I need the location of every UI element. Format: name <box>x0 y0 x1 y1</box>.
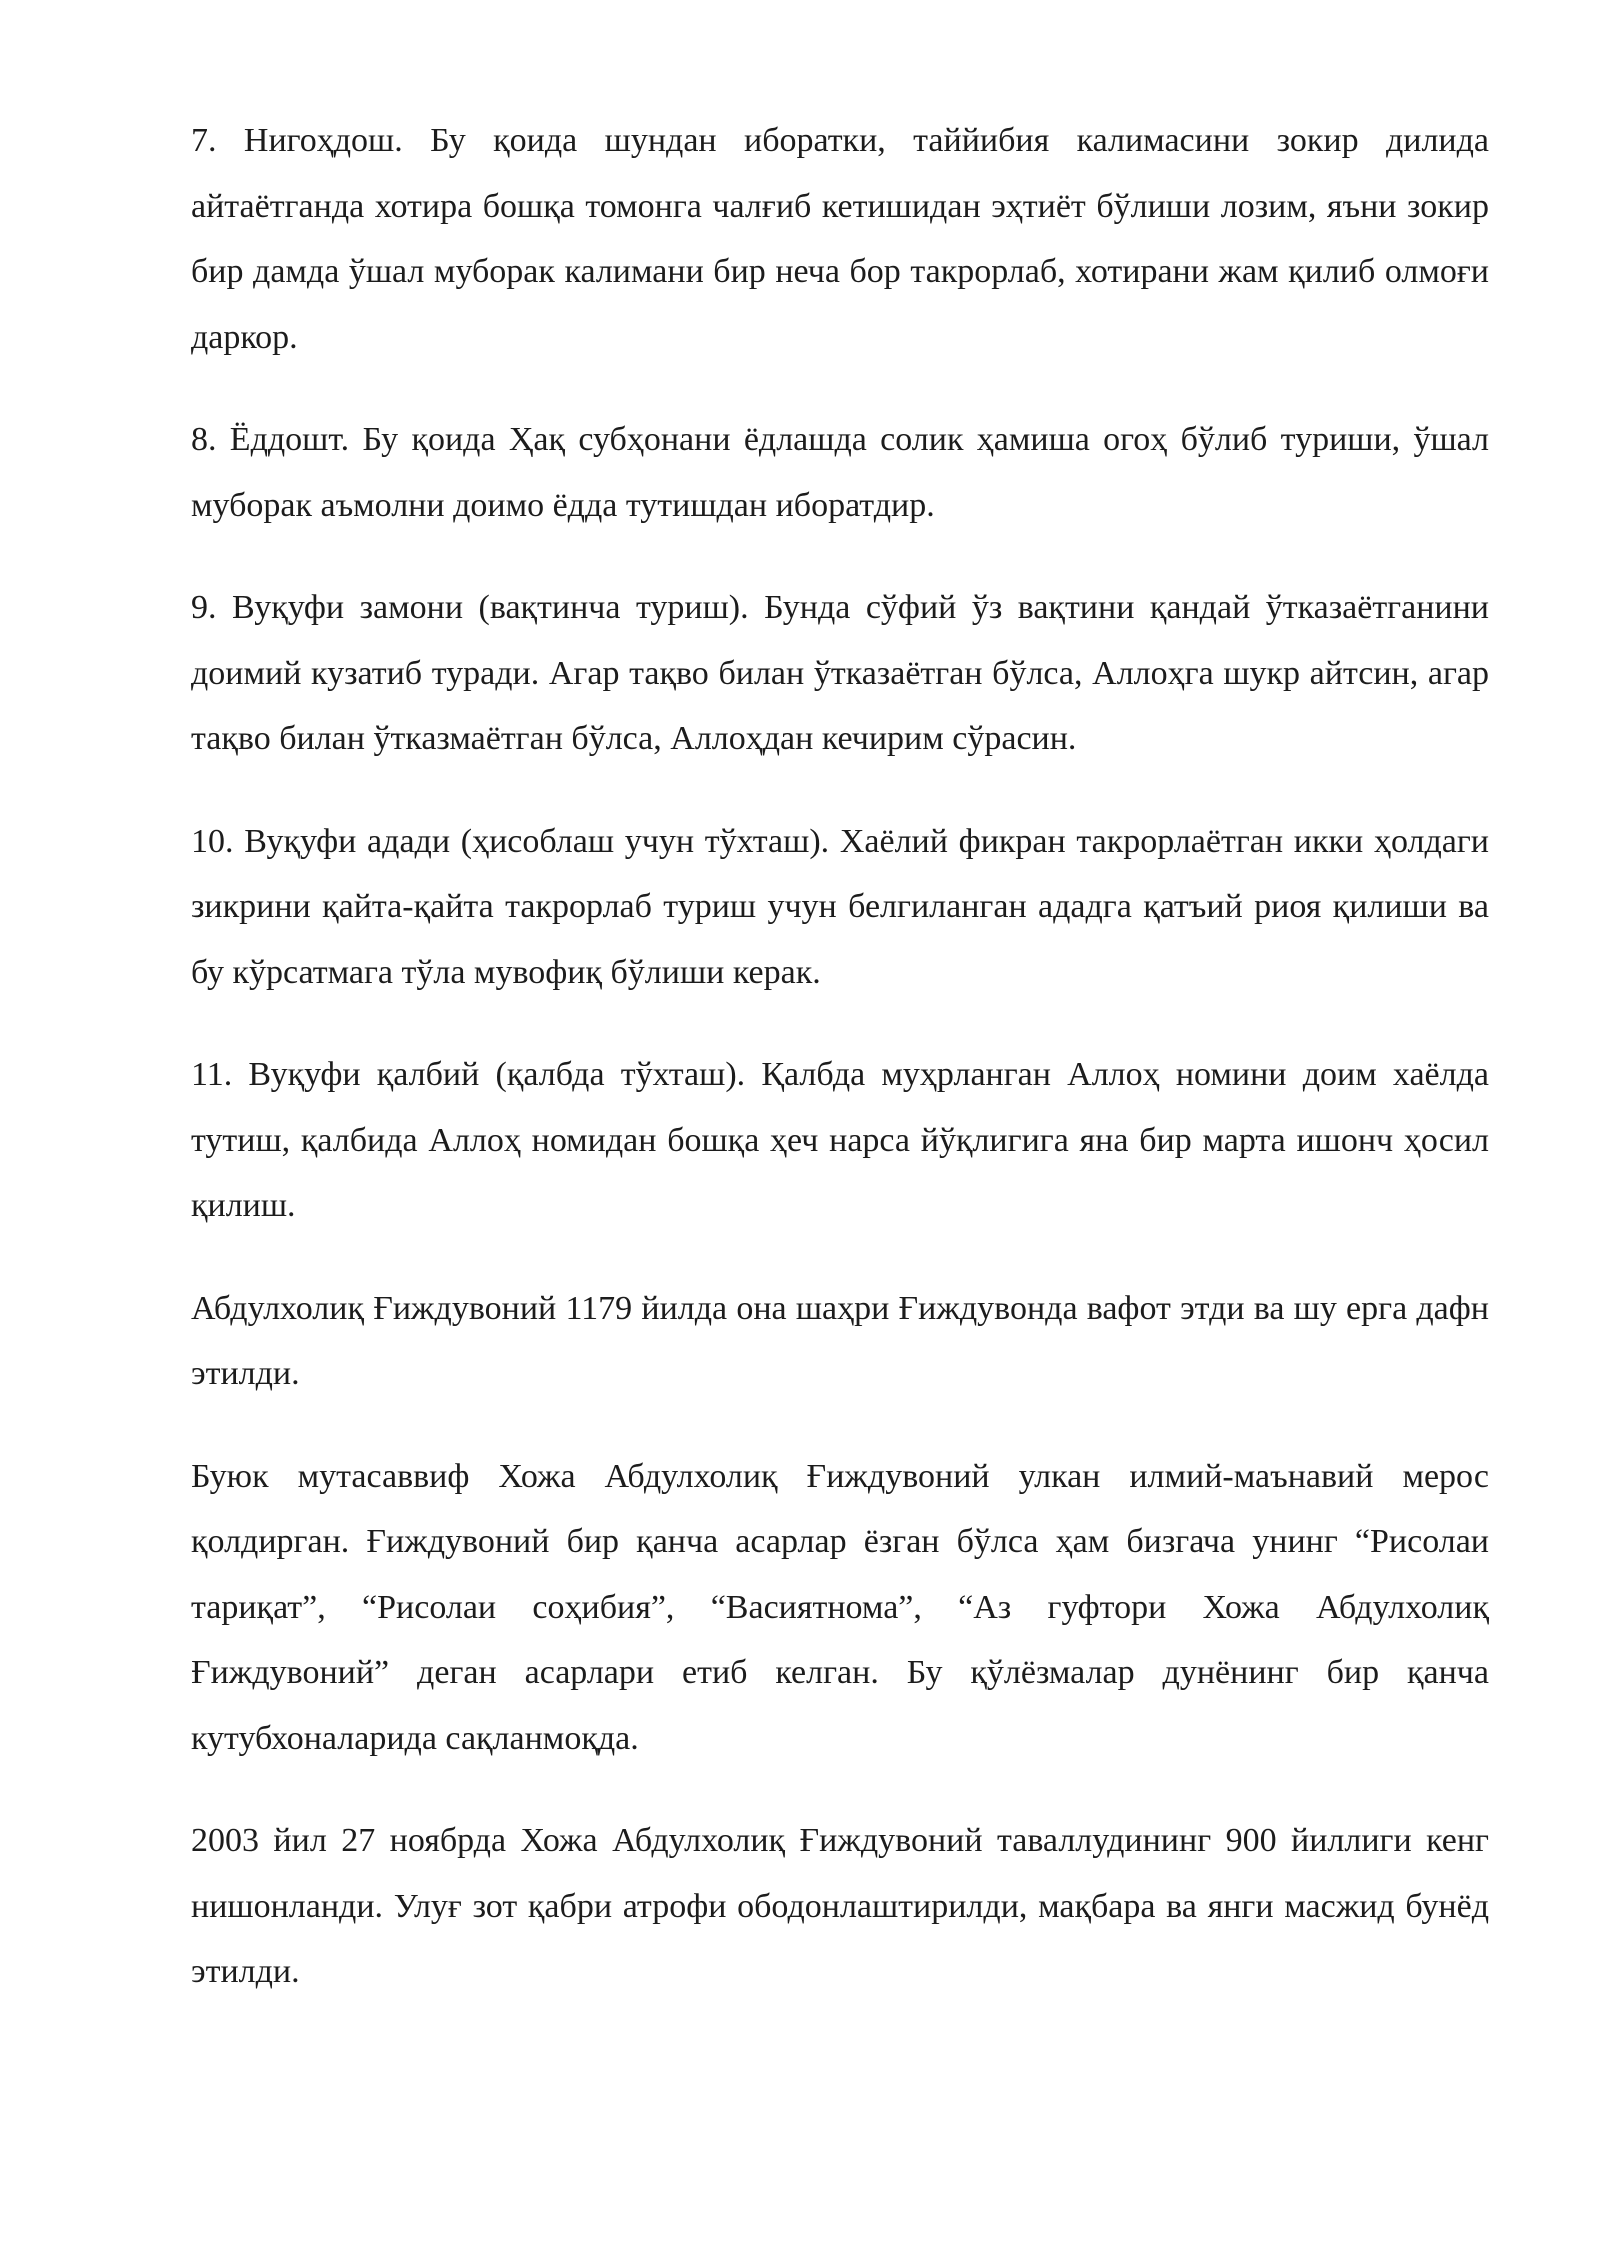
paragraph-rule-10-vuqufi-adadi: 10. Вуқуфи адади (ҳисоблаш учун тўхташ). Хаёлий фикран такрорлаётган икки ҳолдаги зикрини қайта-қайта такрорлаб туриш учун белгиланган ададга қатъий риоя қилиши ва бу кўрсатмага тўла мувофиқ бўлиши керак. <box>191 822 1489 991</box>
paragraph-rule-8-yoddosht: 8. Ёддошт. Бу қоида Ҳақ субҳонани ёдлашда солик ҳамиша огоҳ бўлиб туриши, ўшал муборак аъмолни доимо ёдда тутишдан иборатдир. <box>191 421 1489 524</box>
paragraph-anniversary: 2003 йил 27 ноябрда Хожа Абдулхолиқ Ғиждувоний таваллудининг 900 йиллиги кенг нишонланди. Улуғ зот қабри атрофи ободонлаштирилди, мақбара ва янги масжид бунёд этилди. <box>191 1822 1489 1990</box>
document-body <box>191 108 1489 2042</box>
paragraph-rule-9-vuqufi-zamoni: 9. Вуқуфи замони (вақтинча туриш). Бунда сўфий ўз вақтини қандай ўтказаётганини доимий кузатиб туради. Агар тақво билан ўтказаётган бўлса, Аллоҳга шукр айтсин, агар тақво билан ўтказмаётган бўлса, Аллоҳдан кечирим сўрасин. <box>191 589 1489 757</box>
paragraph-rule-11-vuqufi-qalbiy: 11. Вуқуфи қалбий (қалбда тўхташ). Қалбда муҳрланган Аллоҳ номини доим хаёлда тутиш, қалбида Аллоҳ номидан бошқа ҳеч нарса йўқлигига яна бир марта ишонч ҳосил қилиш. <box>191 1056 1489 1224</box>
paragraph-legacy: Буюк мутасаввиф Хожа Абдулхолиқ Ғиждувоний улкан илмий-маънавий мерос қолдирган. Ғиждувоний бир қанча асарлар ёзган бўлса ҳам бизгача унинг “Рисолаи тариқат”, “Рисолаи соҳибия”, “Васиятнома”, “Аз гуфтори Хожа Абдулхолиқ Ғиждувоний” деган асарлари етиб келган. Бу қўлёзмалар дунёнинг бир қанча кутубхоналарида сақланмоқда. <box>191 1457 1489 1757</box>
paragraph-death: Абдулхолиқ Ғиждувоний 1179 йилда она шаҳри Ғиждувонда вафот этди ва шу ерга дафн этилди. <box>191 1289 1489 1392</box>
paragraph-rule-7-nigohdosh: 7. Нигоҳдош. Бу қоида шундан иборатки, таййибия калимасини зокир дилида айтаётганда хотира бошқа томонга чалғиб кетишидан эҳтиёт бўлиши лозим, яъни зокир бир дамда ўшал муборак калимани бир неча бор такрорлаб, хотирани жам қилиб олмоғи даркор. <box>191 122 1489 356</box>
